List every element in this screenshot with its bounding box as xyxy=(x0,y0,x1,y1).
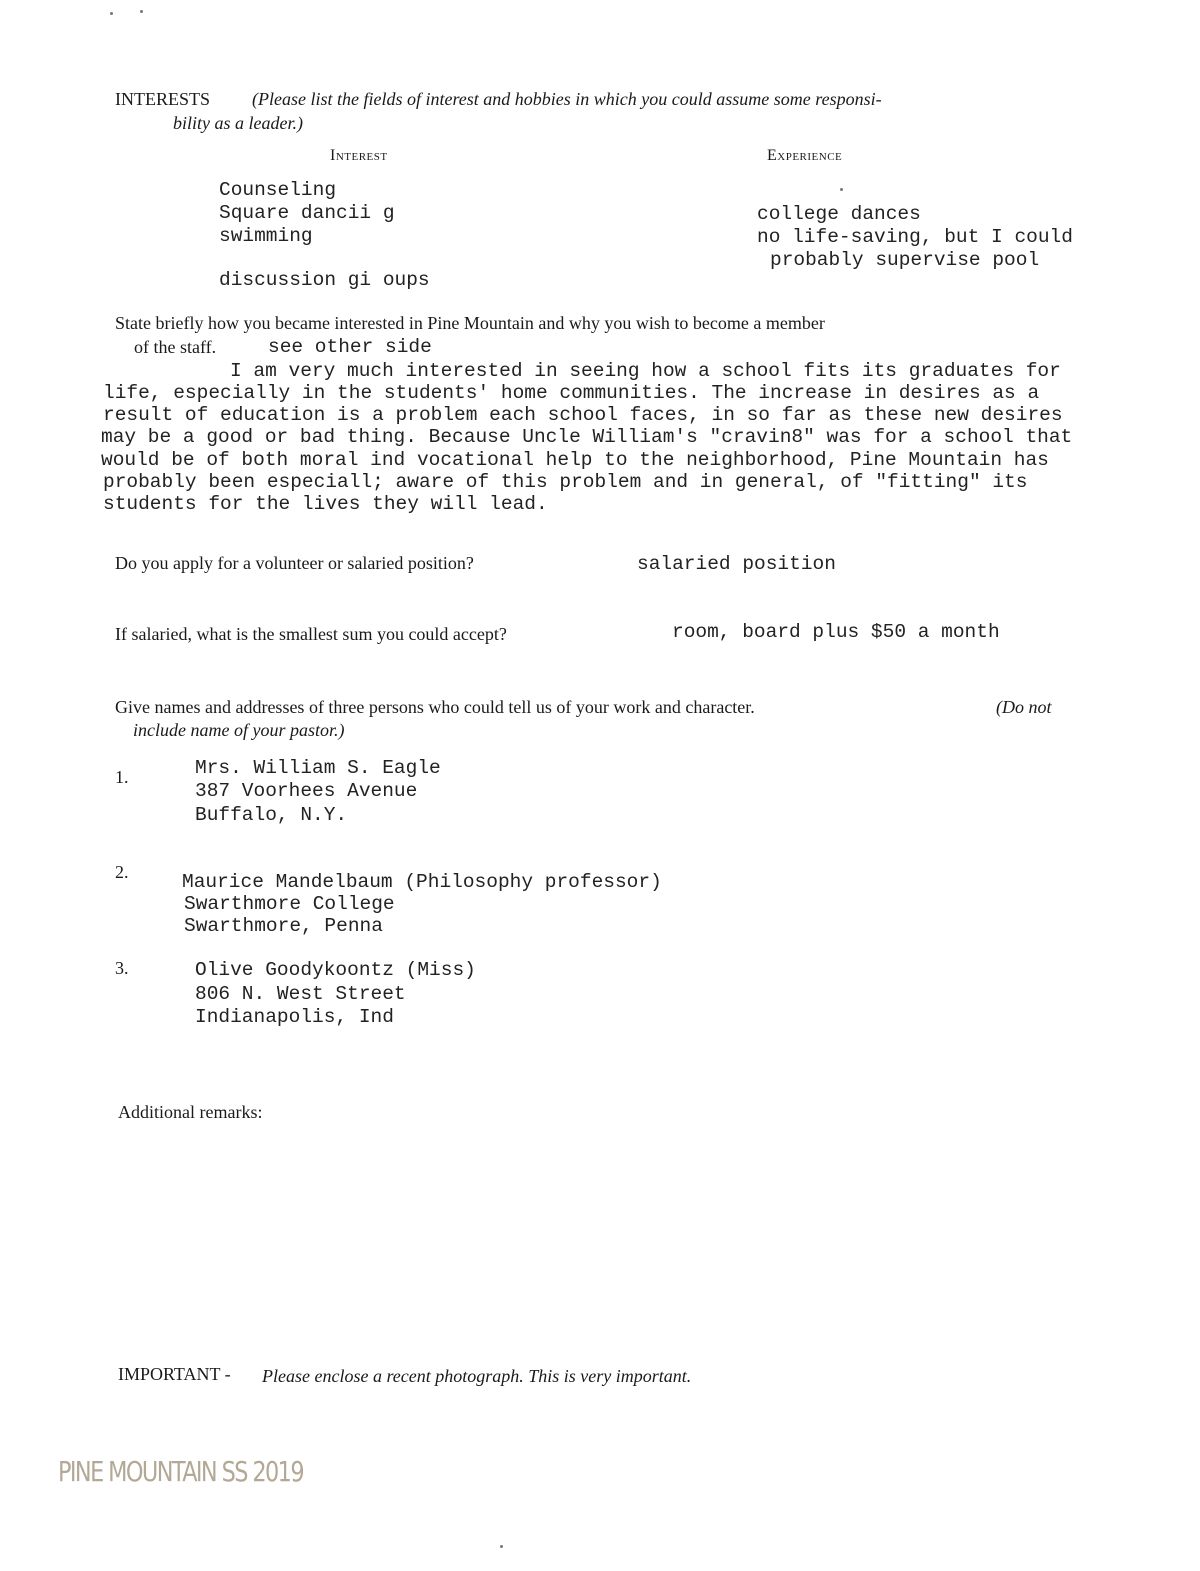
interests-instruction-cont: bility as a leader.) xyxy=(173,113,303,133)
motivation-line: result of education is a problem each school faces, in so far as these new desires xyxy=(103,404,1063,426)
motivation-line: may be a good or bad thing. Because Uncle William's "cravin8" was for a school that xyxy=(101,426,1073,448)
reference-line: Indianapolis, Ind xyxy=(195,1006,394,1028)
interest-item: Square dancii g xyxy=(219,202,395,224)
motivation-line: probably been especiall; aware of this problem and in general, of "fitting" its xyxy=(103,471,1028,493)
reference-line: Maurice Mandelbaum (Philosophy professor) xyxy=(182,871,662,893)
reference-number: 3. xyxy=(115,958,129,978)
interest-item: discussion gi oups xyxy=(219,269,430,291)
reference-number: 2. xyxy=(115,862,129,882)
reference-line: 387 Voorhees Avenue xyxy=(195,780,418,802)
position-question: Do you apply for a volunteer or salaried position? xyxy=(115,553,474,573)
interests-instruction: (Please list the fields of interest and hobbies in which you could assume some responsi- xyxy=(252,89,882,109)
reference-line: Mrs. William S. Eagle xyxy=(195,757,441,779)
speck xyxy=(140,10,143,13)
interest-item: swimming xyxy=(219,225,313,247)
salary-answer: room, board plus $50 a month xyxy=(672,621,1000,643)
motivation-question: State briefly how you became interested in Pine Mountain and why you wish to become a member xyxy=(115,313,825,333)
motivation-line: I am very much interested in seeing how a school fits its graduates for xyxy=(230,360,1061,382)
reference-line: 806 N. West Street xyxy=(195,983,406,1005)
position-answer: salaried position xyxy=(637,553,836,575)
important-text: Please enclose a recent photograph. This is very important. xyxy=(262,1366,692,1386)
reference-line: Swarthmore, Penna xyxy=(184,915,383,937)
experience-item: no life-saving, but I could xyxy=(757,226,1073,248)
watermark: PINE MOUNTAIN SS 2019 xyxy=(58,1455,303,1488)
speck xyxy=(500,1545,503,1548)
experience-item: college dances xyxy=(757,203,921,225)
important-label: IMPORTANT - xyxy=(118,1364,231,1384)
motivation-short-answer: see other side xyxy=(268,336,432,358)
experience-item: probably supervise pool xyxy=(770,249,1040,271)
additional-remarks-label: Additional remarks: xyxy=(118,1102,263,1122)
motivation-line: life, especially in the students' home communities. The increase in desires as a xyxy=(103,382,1040,404)
speck xyxy=(110,12,113,15)
reference-number: 1. xyxy=(115,767,129,787)
interest-column-header: Interest xyxy=(330,147,388,164)
speck xyxy=(840,188,843,191)
reference-line: Swarthmore College xyxy=(184,893,395,915)
references-question: Give names and addresses of three persons who could tell us of your work and character. xyxy=(115,697,755,717)
experience-column-header: Experience xyxy=(767,147,843,164)
interests-label: INTERESTS xyxy=(115,89,211,109)
salary-question: If salaried, what is the smallest sum you could accept? xyxy=(115,624,507,644)
references-note: (Do not xyxy=(996,697,1052,717)
reference-line: Olive Goodykoontz (Miss) xyxy=(195,959,476,981)
motivation-question-cont: of the staff. xyxy=(134,337,217,357)
reference-line: Buffalo, N.Y. xyxy=(195,804,348,826)
motivation-line: students for the lives they will lead. xyxy=(103,493,548,515)
motivation-line: would be of both moral ind vocational help to the neighborhood, Pine Mountain has xyxy=(101,449,1049,471)
interest-item: Counseling xyxy=(219,179,337,201)
references-question-cont: include name of your pastor.) xyxy=(133,720,345,740)
